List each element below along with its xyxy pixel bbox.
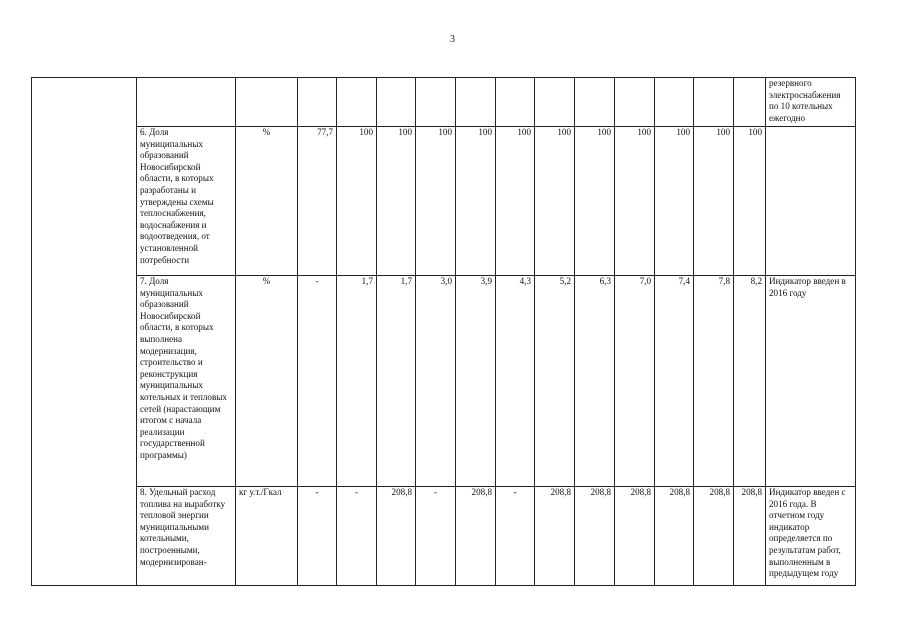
indicator-value: 3,9 bbox=[456, 276, 496, 487]
table-cell-value bbox=[416, 78, 456, 127]
indicator-value: 4,3 bbox=[496, 276, 535, 487]
table-cell-unit bbox=[236, 78, 298, 127]
table-row-continuation bbox=[32, 78, 856, 127]
indicator-value: 208,8 bbox=[575, 487, 615, 586]
table-cell-value bbox=[734, 78, 766, 127]
indicator-value: 77,7 bbox=[298, 127, 337, 276]
indicator-value: 208,8 bbox=[456, 487, 496, 586]
table-cell-value bbox=[298, 78, 337, 127]
indicator-value: 100 bbox=[734, 127, 766, 276]
indicator-value: 100 bbox=[575, 127, 615, 276]
indicator-value: 3,0 bbox=[416, 276, 456, 487]
indicator-name: 6. Доля муниципальных образований Новосибирской области, в которых разработаны и утверждены схемы теплоснабжения, водоснабжения и водоотведения, от установленной потребности bbox=[137, 127, 236, 276]
indicator-value: 208,8 bbox=[535, 487, 575, 586]
indicator-value: 208,8 bbox=[734, 487, 766, 586]
indicator-value: 100 bbox=[377, 127, 416, 276]
indicator-value: 7,0 bbox=[615, 276, 655, 487]
table-cell-value bbox=[615, 78, 655, 127]
indicator-value: - bbox=[496, 487, 535, 586]
indicator-value: 1,7 bbox=[377, 276, 416, 487]
indicator-value: - bbox=[337, 487, 377, 586]
indicator-value: 100 bbox=[615, 127, 655, 276]
indicator-value: 100 bbox=[694, 127, 734, 276]
indicator-value: 100 bbox=[337, 127, 377, 276]
indicator-value: 208,8 bbox=[655, 487, 694, 586]
indicator-value: 100 bbox=[456, 127, 496, 276]
table-cell-section bbox=[32, 78, 137, 586]
page-number: 3 bbox=[450, 34, 455, 45]
indicator-unit: кг у.т./Гкал bbox=[236, 487, 298, 586]
indicator-unit: % bbox=[236, 127, 298, 276]
indicator-value: - bbox=[416, 487, 456, 586]
table-cell-value bbox=[655, 78, 694, 127]
indicator-value: 5,2 bbox=[535, 276, 575, 487]
indicator-value: 6,3 bbox=[575, 276, 615, 487]
indicator-value: 100 bbox=[655, 127, 694, 276]
table-cell-value bbox=[377, 78, 416, 127]
indicator-name: 7. Доля муниципальных образований Новосибирской области, в которых выполнена модернизация, строительство и реконструкция муниципальных котельных и тепловых сетей (нарастающим итогом с начала реализации государственной программы) bbox=[137, 276, 236, 487]
indicator-value: 100 bbox=[496, 127, 535, 276]
indicators-table bbox=[31, 77, 856, 586]
table-cell-value bbox=[535, 78, 575, 127]
indicator-value: 8,2 bbox=[734, 276, 766, 487]
table-cell-note: резервного электроснабжения по 10 котельных ежегодно bbox=[766, 78, 856, 127]
indicator-value: 1,7 bbox=[337, 276, 377, 487]
table-row-indicator-7 bbox=[32, 276, 856, 487]
indicator-value: 100 bbox=[535, 127, 575, 276]
table-cell-name bbox=[137, 78, 236, 127]
indicator-note bbox=[766, 127, 856, 276]
indicator-value: 100 bbox=[416, 127, 456, 276]
indicator-value: 7,4 bbox=[655, 276, 694, 487]
table-row-indicator-8 bbox=[32, 487, 856, 586]
indicator-note: Индикатор введен с 2016 года. В отчетном году индикатор определяется по результатам работ, выполненным в предыдущем году bbox=[766, 487, 856, 586]
table-cell-value bbox=[337, 78, 377, 127]
indicator-value: - bbox=[298, 487, 337, 586]
table-cell-value bbox=[694, 78, 734, 127]
indicator-note: Индикатор введен в 2016 году bbox=[766, 276, 856, 487]
indicator-value: 208,8 bbox=[694, 487, 734, 586]
indicator-name: 8. Удельный расход топлива на выработку тепловой энергии муниципальными котельными, построенными, модернизирован- bbox=[137, 487, 236, 586]
indicator-value: - bbox=[298, 276, 337, 487]
table-cell-value bbox=[456, 78, 496, 127]
indicator-value: 7,8 bbox=[694, 276, 734, 487]
indicator-unit: % bbox=[236, 276, 298, 487]
table-cell-value bbox=[575, 78, 615, 127]
indicator-value: 208,8 bbox=[377, 487, 416, 586]
table-row-indicator-6 bbox=[32, 127, 856, 276]
table-cell-value bbox=[496, 78, 535, 127]
indicator-value: 208,8 bbox=[615, 487, 655, 586]
